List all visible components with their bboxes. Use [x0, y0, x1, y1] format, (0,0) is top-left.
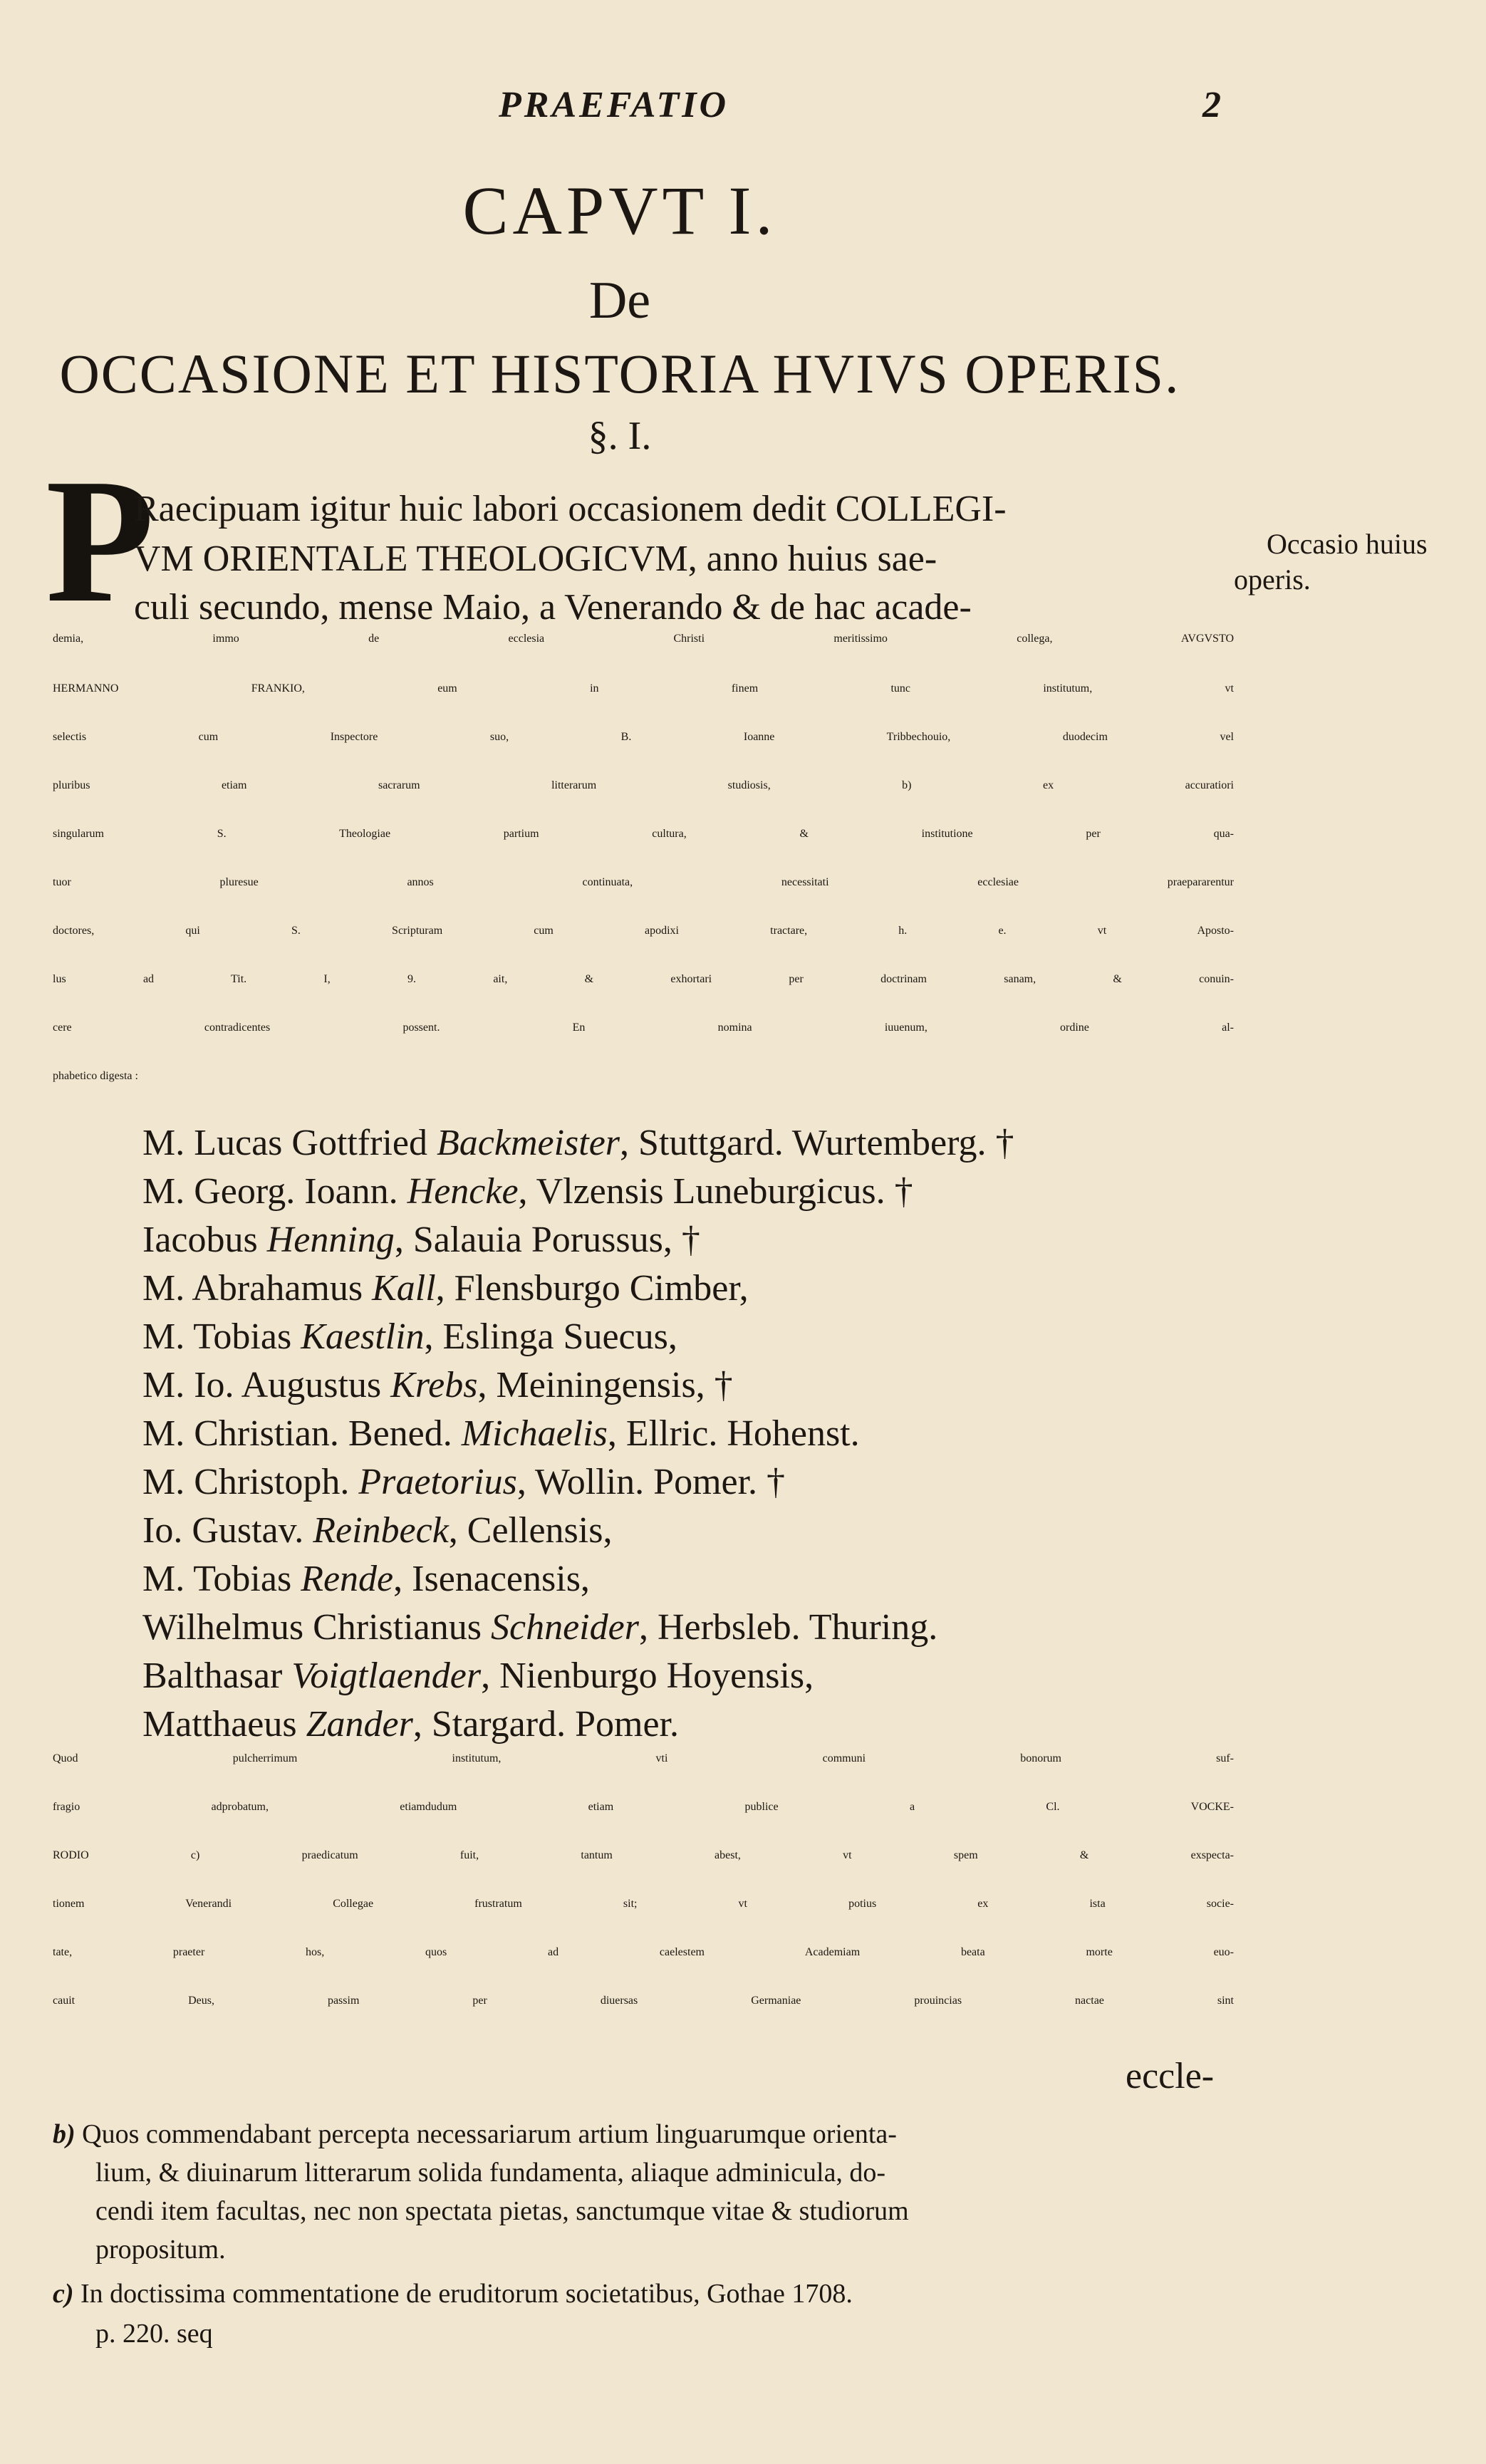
roster-entry: M. Georg. Ioann. Hencke, Vlzensis Luneburgicus. †	[142, 1171, 913, 1212]
paragraph-line: singularum S. Theologiae partium cultura, & institutione per qua-	[53, 828, 1234, 840]
paragraph-line: pluribus etiam sacrarum litterarum studiosis, b) ex accuratiori	[53, 779, 1234, 791]
footnote-c-line-1: c) In doctissima commentatione de eruditorum societatibus, Gothae 1708.	[53, 2279, 853, 2309]
chapter-de: De	[588, 271, 651, 330]
paragraph-line: cere contradicentes possent. En nomina iuuenum, ordine al-	[53, 1022, 1234, 1034]
footnote-c-line-2: p. 220. seq	[95, 2319, 213, 2349]
roster-entry: M. Tobias Kaestlin, Eslinga Suecus,	[142, 1316, 677, 1357]
footnote-b-line-4: propositum.	[95, 2235, 226, 2265]
footnote-b-line-1: b) Quos commendabant percepta necessariarum artium linguarumque orienta-	[53, 2119, 897, 2149]
catchword: eccle-	[1126, 2056, 1215, 2096]
margin-note-line-1: Occasio huius	[1267, 528, 1428, 560]
page-number: 2	[1202, 85, 1221, 125]
footnote-b-line-2: lium, & diuinarum litterarum solida fundamenta, aliaque adminicula, do-	[95, 2158, 886, 2188]
footnote-c-mark: c)	[53, 2279, 74, 2309]
closing-line: tionem Venerandi Collegae frustratum sit; vt potius ex ista socie-	[53, 1898, 1234, 1910]
margin-note-line-2: operis.	[1234, 563, 1311, 596]
drop-cap: P	[46, 442, 155, 640]
paragraph-line: HERMANNO FRANKIO, eum in finem tunc institutum, vt	[53, 682, 1234, 695]
roster-entry: M. Christian. Bened. Michaelis, Ellric. Hohenst.	[142, 1413, 860, 1454]
roster-entry: M. Christoph. Praetorius, Wollin. Pomer. †	[142, 1462, 786, 1502]
roster-entry: Balthasar Voigtlaender, Nienburgo Hoyensis,	[142, 1655, 814, 1696]
intro-line-3: culi secundo, mense Maio, a Venerando & de hac acade-	[134, 587, 972, 628]
closing-line: RODIO c) praedicatum fuit, tantum abest, vt spem & exspecta-	[53, 1849, 1234, 1861]
intro-line-1: Raecipuam igitur huic labori occasionem dedit COLLEGI-	[134, 489, 1007, 529]
roster-entry: Iacobus Henning, Salauia Porussus, †	[142, 1220, 700, 1260]
paragraph-line: doctores, qui S. Scripturam cum apodixi tractare, h. e. vt Aposto-	[53, 925, 1234, 937]
intro-line-2: VM ORIENTALE THEOLOGICVM, anno huius sae-	[134, 539, 937, 579]
roster-entry: Matthaeus Zander, Stargard. Pomer.	[142, 1704, 679, 1745]
closing-line: tate, praeter hos, quos ad caelestem Academiam beata morte euo-	[53, 1946, 1234, 1958]
section-mark: §. I.	[588, 414, 652, 458]
roster-entry: M. Io. Augustus Krebs, Meiningensis, †	[142, 1365, 733, 1405]
closing-line: fragio adprobatum, etiamdudum etiam publice a Cl. VOCKE-	[53, 1801, 1234, 1813]
closing-line: cauit Deus, passim per diuersas Germaniae prouincias nactae sint	[53, 1995, 1234, 2007]
roster-entry: M. Abrahamus Kall, Flensburgo Cimber,	[142, 1268, 749, 1309]
roster-entry: M. Tobias Rende, Isenacensis,	[142, 1559, 590, 1599]
paragraph-line: phabetico digesta :	[53, 1070, 138, 1082]
closing-line: Quod pulcherrimum institutum, vti communi bonorum suf-	[53, 1752, 1234, 1764]
running-title: PRAEFATIO	[499, 85, 729, 125]
chapter-title: CAPVT I.	[462, 172, 777, 249]
footnote-b-mark: b)	[53, 2119, 76, 2149]
chapter-subject: OCCASIONE ET HISTORIA HVIVS OPERIS.	[59, 343, 1180, 405]
paragraph-line: selectis cum Inspectore suo, B. Ioanne Tribbechouio, duodecim vel	[53, 731, 1234, 743]
paragraph-line: demia, immo de ecclesia Christi meritissimo collega, AVGVSTO	[53, 633, 1234, 645]
roster-entry: Io. Gustav. Reinbeck, Cellensis,	[142, 1510, 613, 1551]
paragraph-line: lus ad Tit. I, 9. ait, & exhortari per doctrinam sanam, & conuin-	[53, 973, 1234, 985]
roster-entry: M. Lucas Gottfried Backmeister, Stuttgard. Wurtemberg. †	[142, 1123, 1014, 1163]
running-header	[0, 84, 1486, 134]
paragraph-line: tuor pluresue annos continuata, necessitati ecclesiae praepararentur	[53, 876, 1234, 888]
footnote-b-line-3: cendi item facultas, nec non spectata pietas, sanctumque vitae & studiorum	[95, 2196, 909, 2226]
roster-entry: Wilhelmus Christianus Schneider, Herbsleb. Thuring.	[142, 1607, 938, 1648]
